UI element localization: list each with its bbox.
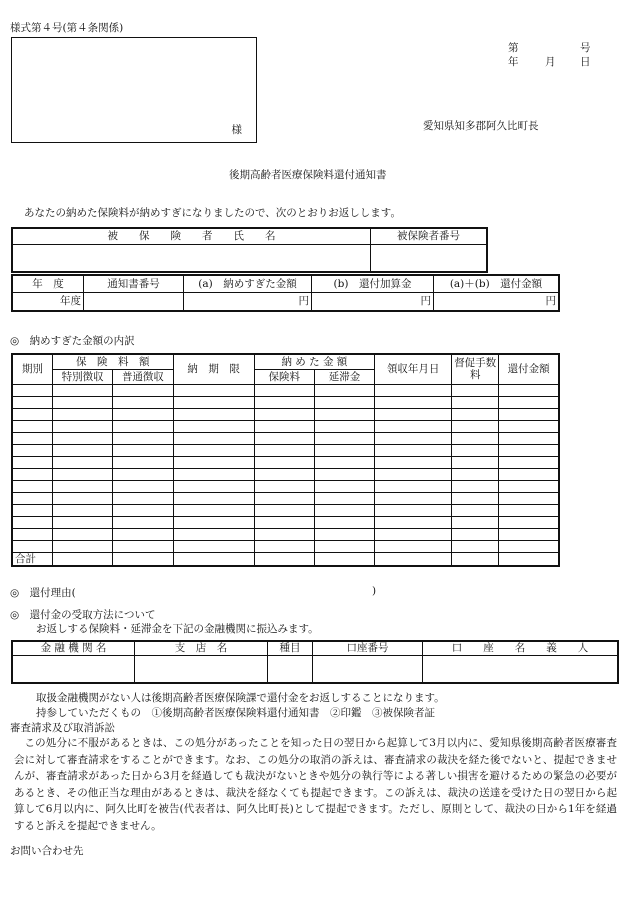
breakdown-cell	[173, 420, 254, 432]
breakdown-row	[12, 480, 559, 492]
insured-table	[11, 227, 488, 273]
breakdown-cell	[452, 384, 499, 396]
breakdown-row	[12, 468, 559, 480]
insured-name-header: 被 保 険 者 氏 名	[12, 228, 371, 244]
breakdown-cell	[499, 516, 559, 528]
breakdown-cell	[452, 528, 499, 540]
issuer: 愛知県知多郡阿久比町長	[423, 120, 539, 132]
total-cell	[375, 552, 452, 566]
breakdown-cell	[12, 396, 53, 408]
breakdown-cell	[375, 528, 452, 540]
breakdown-cell	[254, 504, 314, 516]
breakdown-cell	[113, 540, 173, 552]
page-title: 後期高齢者医療保険料還付通知書	[229, 169, 387, 181]
breakdown-cell	[12, 432, 53, 444]
breakdown-cell	[314, 408, 374, 420]
breakdown-cell	[314, 420, 374, 432]
summary-header-notice-no: 通知書番号	[84, 275, 184, 292]
summary-notice-no-cell	[84, 292, 184, 311]
breakdown-cell	[113, 468, 173, 480]
breakdown-cell	[53, 492, 113, 504]
breakdown-heading: ◎ 納めすぎた金額の内訳	[10, 335, 135, 347]
summary-header-year: 年 度	[12, 275, 84, 292]
bank-holder-cell	[423, 655, 619, 683]
breakdown-cell	[499, 444, 559, 456]
breakdown-cell	[12, 456, 53, 468]
breakdown-cell	[375, 516, 452, 528]
breakdown-cell	[314, 432, 374, 444]
contact-label: お問い合わせ先	[10, 845, 84, 857]
breakdown-row	[12, 528, 559, 540]
refund-reason-label: ◎ 還付理由(	[10, 587, 76, 599]
breakdown-cell	[452, 432, 499, 444]
breakdown-cell	[499, 456, 559, 468]
breakdown-row	[12, 432, 559, 444]
doc-date-month: 月	[545, 56, 556, 68]
breakdown-body	[12, 384, 559, 552]
breakdown-cell	[254, 384, 314, 396]
breakdown-cell	[113, 420, 173, 432]
col-period: 期別	[12, 354, 53, 384]
breakdown-cell	[254, 480, 314, 492]
insured-number-cell	[371, 244, 488, 272]
breakdown-cell	[173, 528, 254, 540]
summary-year-cell: 年度	[12, 292, 84, 311]
breakdown-cell	[314, 480, 374, 492]
refund-reason-close: )	[372, 585, 377, 597]
total-cell	[452, 552, 499, 566]
doc-number-go: 号	[580, 42, 591, 54]
breakdown-cell	[452, 468, 499, 480]
breakdown-cell	[12, 528, 53, 540]
total-cell	[173, 552, 254, 566]
breakdown-cell	[452, 516, 499, 528]
breakdown-cell	[375, 480, 452, 492]
breakdown-row	[12, 444, 559, 456]
breakdown-cell	[173, 432, 254, 444]
breakdown-cell	[113, 408, 173, 420]
breakdown-cell	[12, 408, 53, 420]
summary-header-addition: (b) 還付加算金	[312, 275, 434, 292]
doc-date-year: 年	[508, 56, 519, 68]
address-suffix: 様	[231, 124, 242, 136]
breakdown-cell	[452, 492, 499, 504]
summary-header-refund: (a)＋(b) 還付金額	[434, 275, 560, 292]
bank-table	[11, 640, 619, 684]
breakdown-cell	[173, 396, 254, 408]
breakdown-cell	[314, 468, 374, 480]
breakdown-cell	[499, 480, 559, 492]
breakdown-cell	[173, 480, 254, 492]
form-number: 様式第４号(第４条関係)	[10, 22, 124, 34]
breakdown-cell	[53, 384, 113, 396]
summary-refund-cell: 円	[434, 292, 560, 311]
breakdown-cell	[452, 540, 499, 552]
breakdown-cell	[53, 444, 113, 456]
breakdown-cell	[314, 396, 374, 408]
col-late-fee: 延滞金	[314, 369, 374, 384]
breakdown-row	[12, 456, 559, 468]
breakdown-cell	[254, 492, 314, 504]
breakdown-row	[12, 384, 559, 396]
summary-header-overpaid: (a) 納めすぎた金額	[184, 275, 312, 292]
breakdown-cell	[452, 408, 499, 420]
breakdown-cell	[314, 516, 374, 528]
bank-header-type: 種目	[268, 641, 313, 655]
breakdown-cell	[12, 480, 53, 492]
breakdown-cell	[53, 480, 113, 492]
breakdown-cell	[254, 540, 314, 552]
breakdown-cell	[375, 444, 452, 456]
col-refund: 還付金額	[499, 354, 559, 384]
address-box	[11, 37, 257, 143]
breakdown-cell	[254, 528, 314, 540]
breakdown-cell	[12, 420, 53, 432]
breakdown-cell	[53, 456, 113, 468]
breakdown-table	[11, 353, 560, 567]
note-line: 持参していただくもの ①後期高齢者医療保険料還付通知書 ②印鑑 ③被保険者証	[36, 707, 435, 719]
breakdown-cell	[113, 492, 173, 504]
total-cell	[113, 552, 173, 566]
breakdown-row	[12, 504, 559, 516]
breakdown-row	[12, 408, 559, 420]
breakdown-cell	[375, 456, 452, 468]
breakdown-cell	[254, 396, 314, 408]
breakdown-cell	[314, 492, 374, 504]
bank-name-cell	[12, 655, 135, 683]
breakdown-cell	[499, 432, 559, 444]
appeal-body: この処分に不服があるときは、この処分があったことを知った日の翌日から起算して3月以内に、愛知県後期高齢者医療審査会に対して審査請求をすることができます。なお、この処分の取消の訴えは、審査請求の裁決を経た後でないと、提起できませんが、審査請求があった日から3月を経過しても裁決がないときや処分の執行等による著しい損害を避けるための緊急の必要があるとき、その他正当な理由があるときは、裁決を経なくても提起できます。この訴えは、裁決の送達を受けた日の翌日から起算して6月以内に、阿久比町を被告(代表者は、阿久比町長)として提起できます。ただし、原則として、裁決の日から1年を経過すると訴えを提起できません。	[14, 737, 617, 832]
note-line: 取扱金融機関がない人は後期高齢者医療保険課で還付金をお返しすることになります。	[36, 692, 445, 704]
breakdown-cell	[499, 492, 559, 504]
breakdown-cell	[53, 420, 113, 432]
breakdown-cell	[375, 504, 452, 516]
breakdown-row	[12, 396, 559, 408]
breakdown-cell	[375, 540, 452, 552]
breakdown-cell	[254, 408, 314, 420]
bank-account-cell	[313, 655, 423, 683]
breakdown-cell	[254, 456, 314, 468]
total-cell	[499, 552, 559, 566]
summary-table	[11, 274, 560, 312]
total-label: 合計	[12, 552, 53, 566]
breakdown-cell	[173, 456, 254, 468]
breakdown-cell	[254, 444, 314, 456]
breakdown-cell	[53, 468, 113, 480]
breakdown-cell	[12, 492, 53, 504]
breakdown-cell	[113, 480, 173, 492]
breakdown-cell	[113, 384, 173, 396]
summary-overpaid-cell: 円	[184, 292, 312, 311]
breakdown-cell	[499, 408, 559, 420]
breakdown-cell	[499, 540, 559, 552]
doc-date-day: 日	[580, 56, 591, 68]
summary-addition-cell: 円	[312, 292, 434, 311]
breakdown-cell	[452, 420, 499, 432]
breakdown-cell	[499, 504, 559, 516]
breakdown-cell	[12, 468, 53, 480]
breakdown-cell	[499, 396, 559, 408]
breakdown-cell	[314, 504, 374, 516]
breakdown-cell	[173, 492, 254, 504]
bank-header-holder: 口 座 名 義 人	[423, 641, 619, 655]
breakdown-cell	[499, 384, 559, 396]
breakdown-cell	[499, 528, 559, 540]
breakdown-cell	[173, 516, 254, 528]
breakdown-cell	[375, 468, 452, 480]
breakdown-cell	[12, 504, 53, 516]
breakdown-cell	[173, 444, 254, 456]
breakdown-cell	[53, 432, 113, 444]
breakdown-cell	[452, 444, 499, 456]
breakdown-cell	[12, 516, 53, 528]
bank-type-cell	[268, 655, 313, 683]
col-group-paid: 納 め た 金 額	[254, 354, 375, 369]
breakdown-cell	[314, 456, 374, 468]
method-heading: ◎ 還付金の受取方法について	[10, 609, 156, 621]
breakdown-cell	[113, 516, 173, 528]
breakdown-cell	[113, 528, 173, 540]
bank-branch-cell	[135, 655, 268, 683]
breakdown-cell	[53, 528, 113, 540]
col-special: 特別徴収	[53, 369, 113, 384]
breakdown-cell	[314, 384, 374, 396]
breakdown-cell	[173, 408, 254, 420]
breakdown-cell	[499, 420, 559, 432]
intro-text: あなたの納めた保険料が納めすぎになりましたので、次のとおりお返しします。	[24, 207, 401, 219]
breakdown-cell	[53, 408, 113, 420]
breakdown-cell	[314, 528, 374, 540]
breakdown-cell	[113, 456, 173, 468]
col-fee: 督促手数料	[452, 354, 499, 384]
doc-number-dai: 第	[508, 42, 519, 54]
breakdown-cell	[452, 504, 499, 516]
breakdown-cell	[113, 504, 173, 516]
breakdown-cell	[12, 384, 53, 396]
breakdown-cell	[375, 384, 452, 396]
breakdown-cell	[314, 540, 374, 552]
appeal-heading: 審査請求及び取消訴訟	[10, 722, 115, 734]
total-cell	[254, 552, 314, 566]
breakdown-cell	[499, 468, 559, 480]
breakdown-cell	[173, 384, 254, 396]
breakdown-cell	[452, 456, 499, 468]
method-line: お返しする保険料・延滞金を下記の金融機関に振込みます。	[36, 623, 319, 635]
bank-header-account-no: 口座番号	[313, 641, 423, 655]
breakdown-row	[12, 492, 559, 504]
breakdown-row	[12, 540, 559, 552]
breakdown-cell	[12, 444, 53, 456]
breakdown-cell	[53, 540, 113, 552]
bank-header-name: 金 融 機 関 名	[12, 641, 135, 655]
breakdown-cell	[375, 420, 452, 432]
breakdown-cell	[113, 444, 173, 456]
bank-header-branch: 支 店 名	[135, 641, 268, 655]
insured-number-header: 被保険者番号	[371, 228, 488, 244]
breakdown-cell	[375, 408, 452, 420]
breakdown-cell	[173, 504, 254, 516]
breakdown-cell	[12, 540, 53, 552]
breakdown-cell	[254, 468, 314, 480]
insured-name-cell	[12, 244, 371, 272]
breakdown-cell	[375, 432, 452, 444]
breakdown-row	[12, 420, 559, 432]
breakdown-cell	[53, 516, 113, 528]
breakdown-cell	[452, 480, 499, 492]
breakdown-cell	[113, 432, 173, 444]
total-cell	[53, 552, 113, 566]
col-group-premium: 保 険 料 額	[53, 354, 174, 369]
breakdown-row	[12, 516, 559, 528]
col-due-date: 納 期 限	[173, 354, 254, 384]
breakdown-cell	[254, 420, 314, 432]
breakdown-cell	[452, 396, 499, 408]
breakdown-cell	[314, 444, 374, 456]
breakdown-cell	[375, 492, 452, 504]
breakdown-cell	[254, 516, 314, 528]
breakdown-cell	[173, 468, 254, 480]
total-cell	[314, 552, 374, 566]
col-received-date: 領収年月日	[375, 354, 452, 384]
breakdown-cell	[254, 432, 314, 444]
col-premium: 保険料	[254, 369, 314, 384]
breakdown-cell	[53, 504, 113, 516]
col-ordinary: 普通徴収	[113, 369, 173, 384]
breakdown-cell	[53, 396, 113, 408]
breakdown-cell	[113, 396, 173, 408]
breakdown-cell	[375, 396, 452, 408]
breakdown-cell	[173, 540, 254, 552]
